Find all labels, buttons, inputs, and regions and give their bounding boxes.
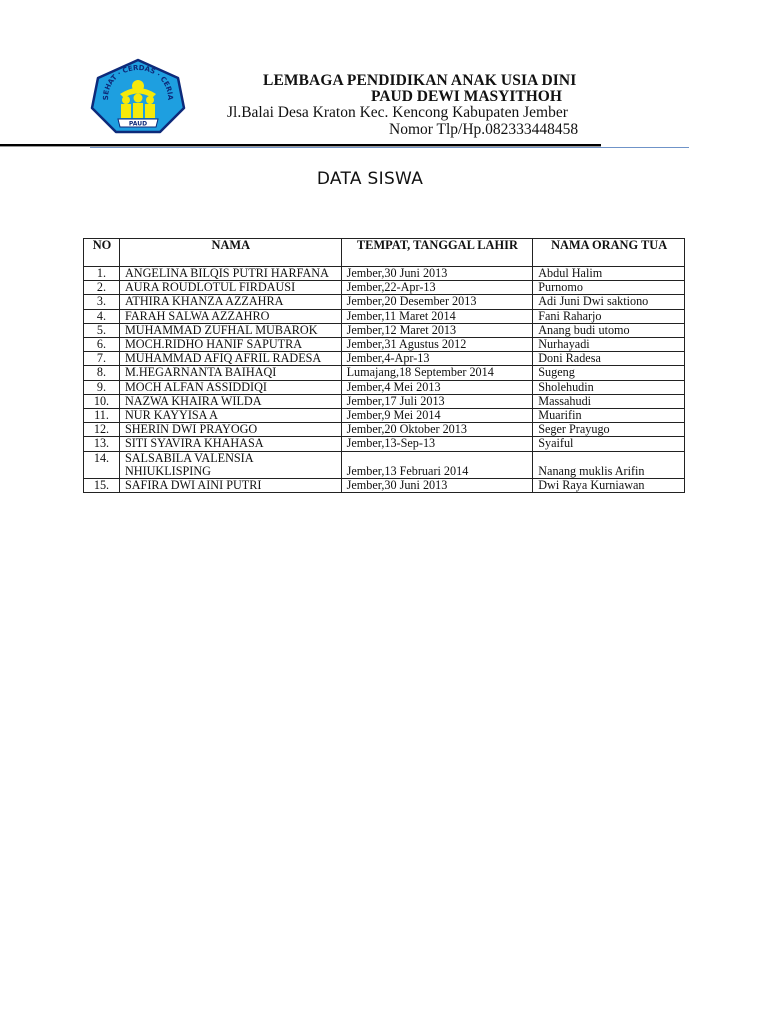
cell-birth: Jember,4 Mei 2013 [341,380,533,394]
cell-no: 10. [84,394,120,408]
cell-parent: Syaiful [533,437,685,451]
column-header-nama: NAMA [119,239,341,267]
cell-birth: Jember,20 Oktober 2013 [341,423,533,437]
column-header-ttl: TEMPAT, TANGGAL LAHIR [341,239,533,267]
cell-no: 1. [84,267,120,281]
cell-nama: ATHIRA KHANZA AZZAHRA [119,295,341,309]
cell-birth: Jember,22-Apr-13 [341,281,533,295]
paud-logo-icon [90,58,186,134]
table-row [84,352,685,366]
cell-birth: Jember,20 Desember 2013 [341,295,533,309]
cell-birth: Jember,4-Apr-13 [341,352,533,366]
cell-parent: Massahudi [533,394,685,408]
table-row [84,295,685,309]
cell-no: 14. [84,451,120,478]
school-phone: Nomor Tlp/Hp.082333448458 [389,121,579,138]
cell-no: 12. [84,423,120,437]
cell-nama: MUHAMMAD ZUFHAL MUBAROK [119,323,341,337]
cell-no: 5. [84,323,120,337]
cell-parent: Anang budi utomo [533,323,685,337]
cell-nama: NUR KAYYISA A [119,409,341,423]
institution-name: LEMBAGA PENDIDIKAN ANAK USIA DINI [263,72,577,89]
column-header-ortu: NAMA ORANG TUA [533,239,685,267]
table-row [84,409,685,423]
cell-nama: FARAH SALWA AZZAHRO [119,309,341,323]
cell-birth: Jember,30 Juni 2013 [341,479,533,493]
table-row [84,394,685,408]
cell-parent: Nurhayadi [533,338,685,352]
cell-parent: Nanang muklis Arifin [533,451,685,478]
school-name: PAUD DEWI MASYITHOH [371,88,562,105]
cell-nama: MUHAMMAD AFIQ AFRIL RADESA [119,352,341,366]
table-row [84,437,685,451]
cell-no: 3. [84,295,120,309]
letterhead-accent-divider [90,147,689,148]
school-address: Jl.Balai Desa Kraton Kec. Kencong Kabupaten Jember [227,104,568,121]
cell-birth: Jember,30 Juni 2013 [341,267,533,281]
cell-parent: Abdul Halim [533,267,685,281]
cell-nama: MOCH.RIDHO HANIF SAPUTRA [119,338,341,352]
cell-birth: Jember,31 Agustus 2012 [341,338,533,352]
cell-nama: SAFIRA DWI AINI PUTRI [119,479,341,493]
cell-parent: Doni Radesa [533,352,685,366]
cell-birth: Jember,12 Maret 2013 [341,323,533,337]
table-row [84,338,685,352]
table-row [84,323,685,337]
table-row [84,366,685,380]
table-row [84,423,685,437]
cell-no: 8. [84,366,120,380]
cell-no: 11. [84,409,120,423]
table-row [84,451,685,478]
column-header-no: NO [84,239,120,267]
cell-no: 9. [84,380,120,394]
student-table [83,238,685,493]
table-row [84,281,685,295]
cell-no: 7. [84,352,120,366]
cell-nama: ANGELINA BILQIS PUTRI HARFANA [119,267,341,281]
svg-text:SEHAT · CERDAS · CERIA: SEHAT · CERDAS · CERIA [101,63,175,101]
cell-birth: Lumajang,18 September 2014 [341,366,533,380]
cell-birth: Jember,11 Maret 2014 [341,309,533,323]
cell-nama: SITI SYAVIRA KHAHASA [119,437,341,451]
cell-parent: Purnomo [533,281,685,295]
cell-birth: Jember,17 Juli 2013 [341,394,533,408]
cell-nama: NAZWA KHAIRA WILDA [119,394,341,408]
cell-no: 4. [84,309,120,323]
table-row [84,267,685,281]
cell-birth: Jember,9 Mei 2014 [341,409,533,423]
cell-nama: AURA ROUDLOTUL FIRDAUSI [119,281,341,295]
cell-nama: MOCH ALFAN ASSIDDIQI [119,380,341,394]
cell-nama: M.HEGARNANTA BAIHAQI [119,366,341,380]
cell-nama: SHERIN DWI PRAYOGO [119,423,341,437]
page-title: DATA SISWA [316,169,424,189]
cell-birth: Jember,13-Sep-13 [341,437,533,451]
cell-no: 13. [84,437,120,451]
cell-parent: Dwi Raya Kurniawan [533,479,685,493]
cell-nama: SALSABILA VALENSIA NHIUKLISPING [119,451,341,478]
table-row [84,380,685,394]
cell-no: 15. [84,479,120,493]
cell-parent: Sugeng [533,366,685,380]
cell-parent: Adi Juni Dwi saktiono [533,295,685,309]
table-row [84,309,685,323]
cell-parent: Muarifin [533,409,685,423]
svg-text:PAUD: PAUD [128,120,148,128]
table-header-row [84,239,685,267]
table-row [84,479,685,493]
cell-parent: Fani Raharjo [533,309,685,323]
cell-no: 2. [84,281,120,295]
cell-parent: Seger Prayugo [533,423,685,437]
cell-no: 6. [84,338,120,352]
cell-birth: Jember,13 Februari 2014 [341,451,533,478]
cell-parent: Sholehudin [533,380,685,394]
